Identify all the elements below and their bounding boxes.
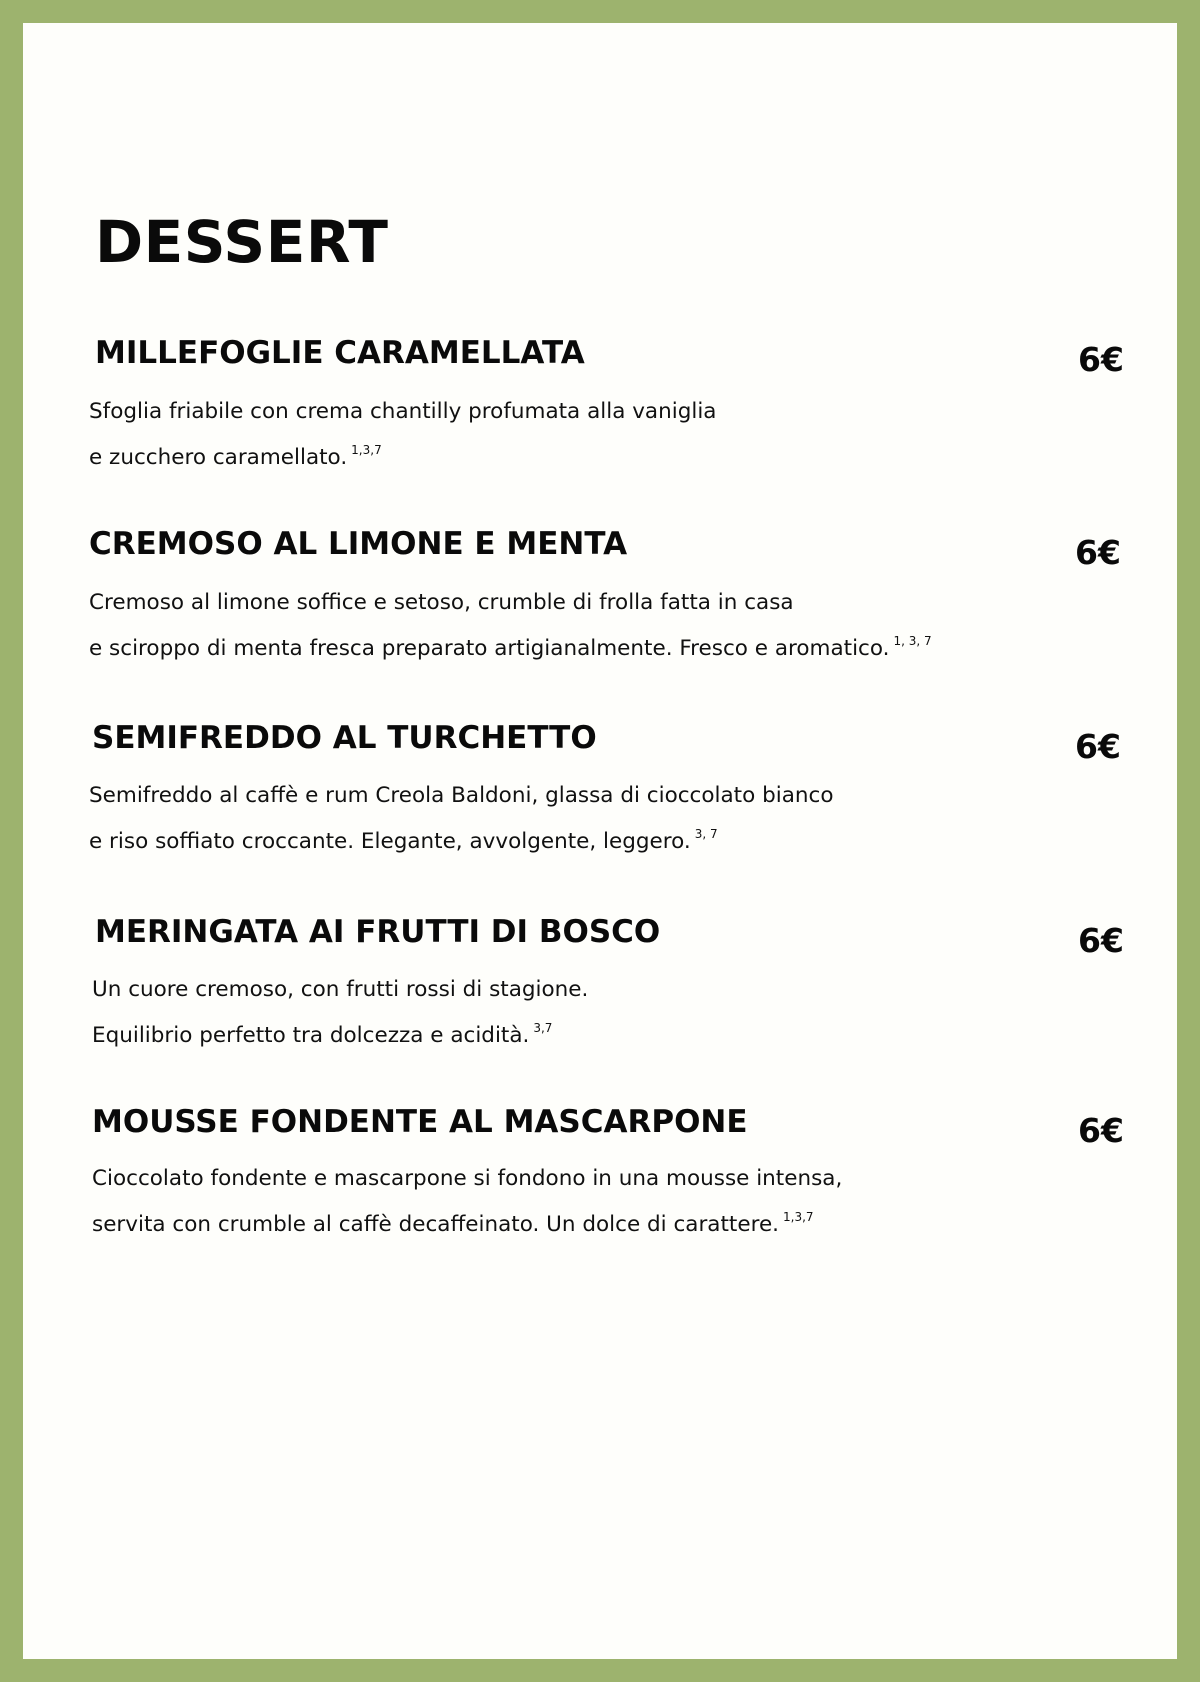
item-description — [89, 393, 716, 477]
item-price: 6€ — [1078, 921, 1124, 960]
allergen-codes: 3, 7 — [694, 827, 718, 841]
item-description-line: servita con crumble al caffè decaffeinato. Un dolce di carattere. — [92, 1212, 780, 1237]
item-description-line: Sfoglia friabile con crema chantilly profumata alla vaniglia — [89, 399, 717, 424]
item-description-line: e zucchero caramellato. — [89, 445, 348, 470]
item-name: CREMOSO AL LIMONE E MENTA — [89, 526, 628, 562]
item-name: MERINGATA AI FRUTTI DI BOSCO — [95, 914, 661, 950]
item-price: 6€ — [1075, 533, 1121, 572]
menu-page — [23, 23, 1177, 1659]
item-description — [89, 584, 932, 668]
allergen-codes: 1,3,7 — [783, 1210, 814, 1224]
item-description-line: e riso soffiato croccante. Elegante, avvolgente, leggero. — [89, 829, 691, 854]
item-description-line: e sciroppo di menta fresca preparato artigianalmente. Fresco e aromatico. — [89, 636, 890, 661]
item-description-line: Semifreddo al caffè e rum Creola Baldoni, glassa di cioccolato bianco — [89, 783, 834, 808]
allergen-codes: 3,7 — [533, 1021, 553, 1035]
item-price: 6€ — [1078, 340, 1124, 379]
item-description-line: Un cuore cremoso, con frutti rossi di stagione. — [92, 977, 589, 1002]
item-description — [89, 777, 833, 861]
item-name: SEMIFREDDO AL TURCHETTO — [92, 720, 597, 756]
allergen-codes: 1,3,7 — [351, 443, 382, 457]
item-description-line: Equilibrio perfetto tra dolcezza e acidità. — [92, 1023, 530, 1048]
item-name: MOUSSE FONDENTE AL MASCARPONE — [92, 1104, 748, 1140]
item-description-line: Cremoso al limone soffice e setoso, crumble di frolla fatta in casa — [89, 590, 794, 615]
allergen-codes: 1, 3, 7 — [893, 634, 932, 648]
item-price: 6€ — [1075, 727, 1121, 766]
item-description — [92, 971, 588, 1055]
item-description — [92, 1160, 842, 1244]
item-price: 6€ — [1078, 1111, 1124, 1150]
item-description-line: Cioccolato fondente e mascarpone si fondono in una mousse intensa, — [92, 1166, 843, 1191]
item-name: MILLEFOGLIE CARAMELLATA — [95, 335, 585, 371]
menu-title: DESSERT — [95, 208, 389, 276]
